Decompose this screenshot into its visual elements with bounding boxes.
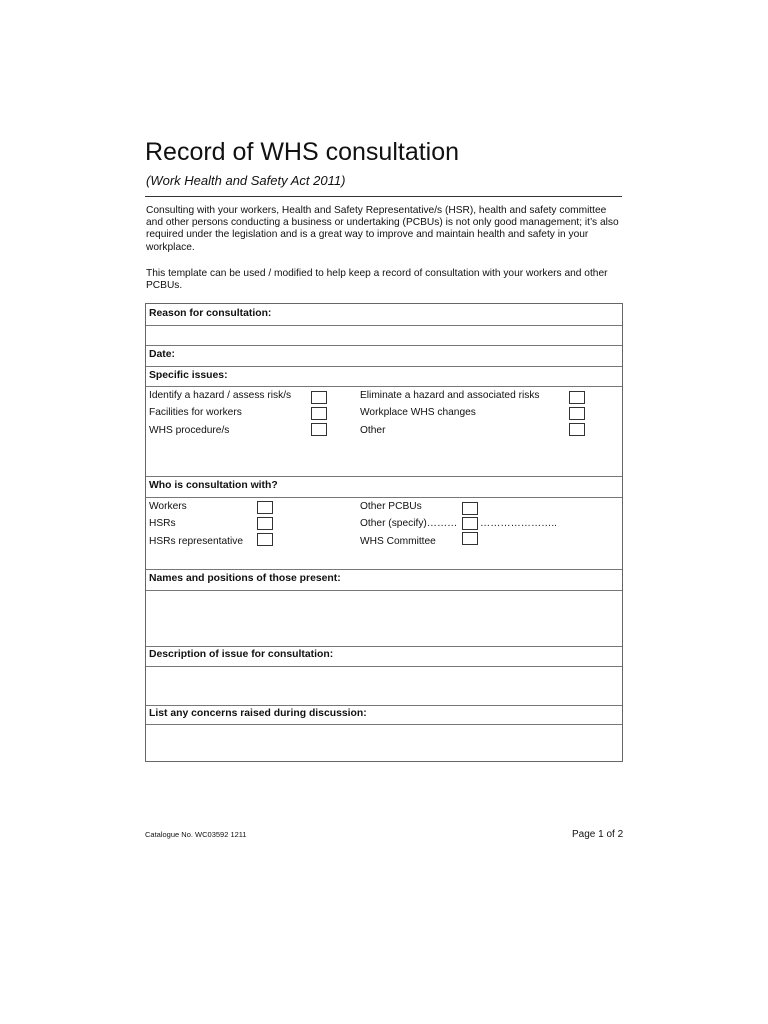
divider bbox=[146, 366, 622, 367]
option-other-issue-label: Other bbox=[360, 425, 386, 436]
names-positions-label: Names and positions of those present: bbox=[149, 573, 341, 584]
option-other-issue-checkbox[interactable] bbox=[569, 423, 585, 436]
other-specify-line[interactable]: ………………….. bbox=[480, 518, 557, 529]
divider bbox=[146, 476, 622, 477]
intro-paragraph: This template can be used / modified to help keep a record of consultation with your workers and other PCBUs. bbox=[146, 268, 608, 292]
divider bbox=[146, 666, 622, 667]
option-hsrs-representative-label: HSRs representative bbox=[149, 536, 243, 547]
specific-issues-label: Specific issues: bbox=[149, 370, 228, 381]
option-workers-label: Workers bbox=[149, 501, 187, 512]
divider bbox=[146, 497, 622, 498]
option-hsrs-label: HSRs bbox=[149, 518, 176, 529]
intro-paragraph: Consulting with your workers, Health and Safety Representative/s (HSR), health and safety committee and other persons conducting a business or undertaking (PCBUs) is not only good management; it’s also required under the legislation and is a great way to improve and maintain health and safety in your workplace. bbox=[146, 205, 619, 253]
consultation-form bbox=[145, 303, 623, 762]
option-whs-committee-label: WHS Committee bbox=[360, 536, 436, 547]
divider bbox=[146, 724, 622, 725]
page-number: Page 1 of 2 bbox=[572, 829, 624, 840]
consultation-with-label: Who is consultation with? bbox=[149, 480, 278, 491]
reason-label: Reason for consultation: bbox=[149, 308, 272, 319]
option-other-specify-checkbox[interactable] bbox=[462, 517, 478, 530]
option-hsrs-checkbox[interactable] bbox=[257, 517, 273, 530]
option-other-specify-label: Other (specify)……… bbox=[360, 518, 458, 529]
option-whs-procedure-label: WHS procedure/s bbox=[149, 425, 230, 436]
catalogue-number: Catalogue No. WC03592 1211 bbox=[145, 830, 247, 839]
option-other-pcbus-label: Other PCBUs bbox=[360, 501, 422, 512]
option-workplace-changes-label: Workplace WHS changes bbox=[360, 407, 476, 418]
divider bbox=[146, 386, 622, 387]
divider bbox=[146, 345, 622, 346]
date-label: Date: bbox=[149, 349, 175, 360]
option-other-pcbus-checkbox[interactable] bbox=[462, 502, 478, 515]
option-workers-checkbox[interactable] bbox=[257, 501, 273, 514]
title-divider bbox=[145, 196, 622, 197]
option-workplace-changes-checkbox[interactable] bbox=[569, 407, 585, 420]
option-whs-committee-checkbox[interactable] bbox=[462, 532, 478, 545]
option-eliminate-hazard-label: Eliminate a hazard and associated risks bbox=[360, 390, 540, 401]
option-identify-hazard-checkbox[interactable] bbox=[311, 391, 327, 404]
divider bbox=[146, 569, 622, 570]
option-whs-procedure-checkbox[interactable] bbox=[311, 423, 327, 436]
divider bbox=[146, 646, 622, 647]
description-label: Description of issue for consultation: bbox=[149, 649, 334, 660]
option-facilities-checkbox[interactable] bbox=[311, 407, 327, 420]
concerns-label: List any concerns raised during discussion: bbox=[149, 708, 367, 719]
page-subtitle: (Work Health and Safety Act 2011) bbox=[146, 173, 346, 188]
page-title: Record of WHS consultation bbox=[145, 138, 460, 166]
option-eliminate-hazard-checkbox[interactable] bbox=[569, 391, 585, 404]
divider bbox=[146, 705, 622, 706]
divider bbox=[146, 590, 622, 591]
divider bbox=[146, 325, 622, 326]
option-identify-hazard-label: Identify a hazard / assess risk/s bbox=[149, 390, 292, 401]
option-facilities-label: Facilities for workers bbox=[149, 407, 242, 418]
option-hsrs-representative-checkbox[interactable] bbox=[257, 533, 273, 546]
